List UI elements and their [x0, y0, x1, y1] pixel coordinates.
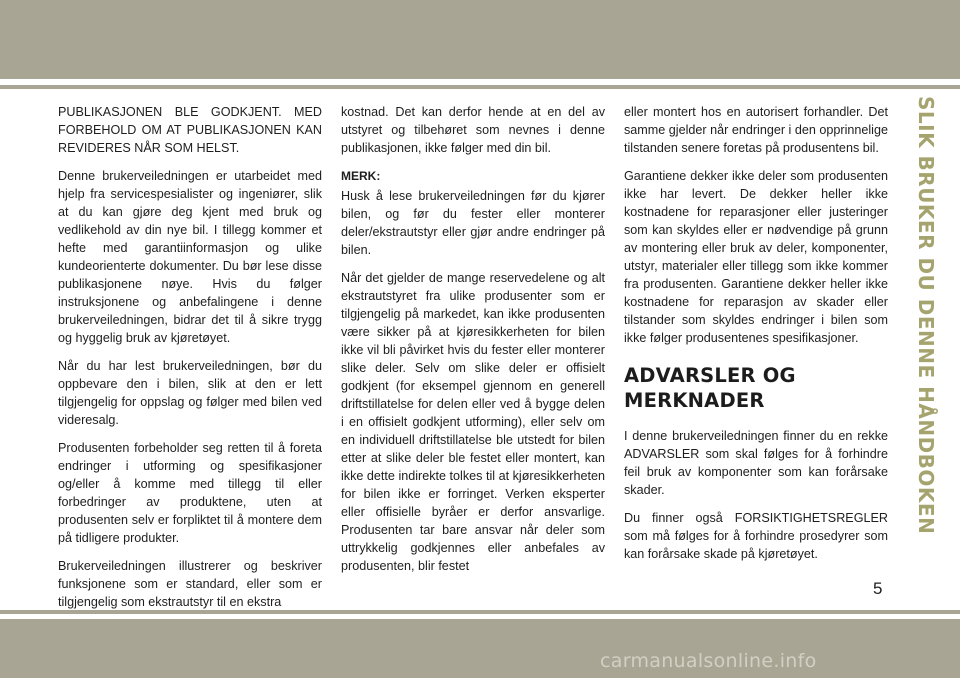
note-label: MERK:	[341, 169, 381, 183]
column-left	[58, 103, 322, 621]
note-text: Husk å lese brukerveiledningen før du kjører bilen, og før du fester eller monterer deler/ekstrautstyr eller gjør andre endringer på bilen.	[341, 189, 605, 257]
page-number: 5	[873, 579, 883, 598]
header-band	[0, 0, 960, 79]
section-heading: ADVARSLER OG MERKNADER	[624, 364, 796, 412]
paragraph: Garantiene dekker ikke deler som produsenten ikke har levert. De dekker heller ikke kostnadene for reparasjoner eller justeringer som kan skyldes eller er nødvendige på grunn av montering eller bruk av deler, komponenter, utstyr, materialer eller tillegg som ikke kommer fra produsenten. Garantiene dekker heller ikke kostnadene for reparasjon av skader eller tilstander som skyldes endringer i bilen som ikke følger produsentenes spesifikasjoner.	[624, 169, 888, 345]
paragraph: Du finner også FORSIKTIGHETSREGLER som må følges for å forhindre prosedyrer som kan forårsake skade på kjøretøyet.	[624, 511, 888, 561]
column-right	[624, 103, 888, 573]
paragraph: Produsenten forbeholder seg retten til å foreta endringer i utforming og spesifikasjoner og/eller å komme med tillegg til eller forbedringer av produktene, uten at produsenten selv er forpliktet til å montere dem på tidligere produkter.	[58, 441, 322, 545]
paragraph: eller montert hos en autorisert forhandler. Det samme gjelder når endringer i den opprinnelige tilstanden senere foretas på produsentens bil.	[624, 105, 888, 155]
header-divider	[0, 85, 960, 89]
paragraph: Denne brukerveiledningen er utarbeidet med hjelp fra servicespesialister og ingeniører, slik at du kan gjøre deg kjent med bruk og vedlikehold av din nye bil. I tillegg kommer et hefte med garantiinformasjon og ulike kundeorienterte dokumenter. Du bør lese disse publikasjonene nøye. Hvis du følger instruksjonene og anbefalingene i denne brukerveiledningen, bidrar det til å sikre trygg og hyggelig bruk av kjøretøyet.	[58, 169, 322, 345]
paragraph: Når du har lest brukerveiledningen, bør du oppbevare den i bilen, slik at den er lett tilgjengelig for oppslag og følger med bilen ved videresalg.	[58, 359, 322, 427]
paragraph: I denne brukerveiledningen finner du en rekke ADVARSLER som skal følges for å forhindre feil bruk av komponenter som kan forårsake skader.	[624, 429, 888, 497]
paragraph: PUBLIKASJONEN BLE GODKJENT. MED FORBEHOLD OM AT PUBLIKASJONEN KAN REVIDERES NÅR SOM HELST.	[58, 105, 322, 155]
paragraph: kostnad. Det kan derfor hende at en del av utstyret og tilbehøret som nevnes i denne publikasjonen, ikke følger med din bil.	[341, 105, 605, 155]
footer-divider	[0, 610, 960, 614]
paragraph: Brukerveiledningen illustrerer og beskriver funksjonene som er standard, eller som er tilgjengelig som ekstrautstyr til en ekstra	[58, 559, 322, 609]
chapter-title: SLIK BRUKER DU DENNE HÅNDBOKEN	[914, 96, 938, 535]
column-middle	[341, 103, 605, 585]
paragraph: Når det gjelder de mange reservedelene og alt ekstrautstyret fra ulike produsenter som er tilgjengelig på markedet, kan ikke produsenten være sikker på at kjøresikkerheten for bilen ikke vil bli påvirket hvis du fester eller monterer slike deler. Selv om slike deler er offisielt godkjent (for eksempel gjennom en generell driftstillatelse for delen eller ved å bygge delen i en offisielt godkjent utforming), eller selv om en individuell driftstillatelse ble utstedt for bilen etter at slike deler ble festet eller montert, kan ikke dette indirekte tolkes til at kjøresikkerheten for bilen ikke er forringet. Verken eksperter eller offisielle byråer er derfor ansvarlige. Produsenten tar bare ansvar når deler som uttrykkelig godkjennes eller anbefales av produsenten, blir festet	[341, 271, 605, 573]
watermark: carmanualsonline.info	[600, 650, 817, 672]
